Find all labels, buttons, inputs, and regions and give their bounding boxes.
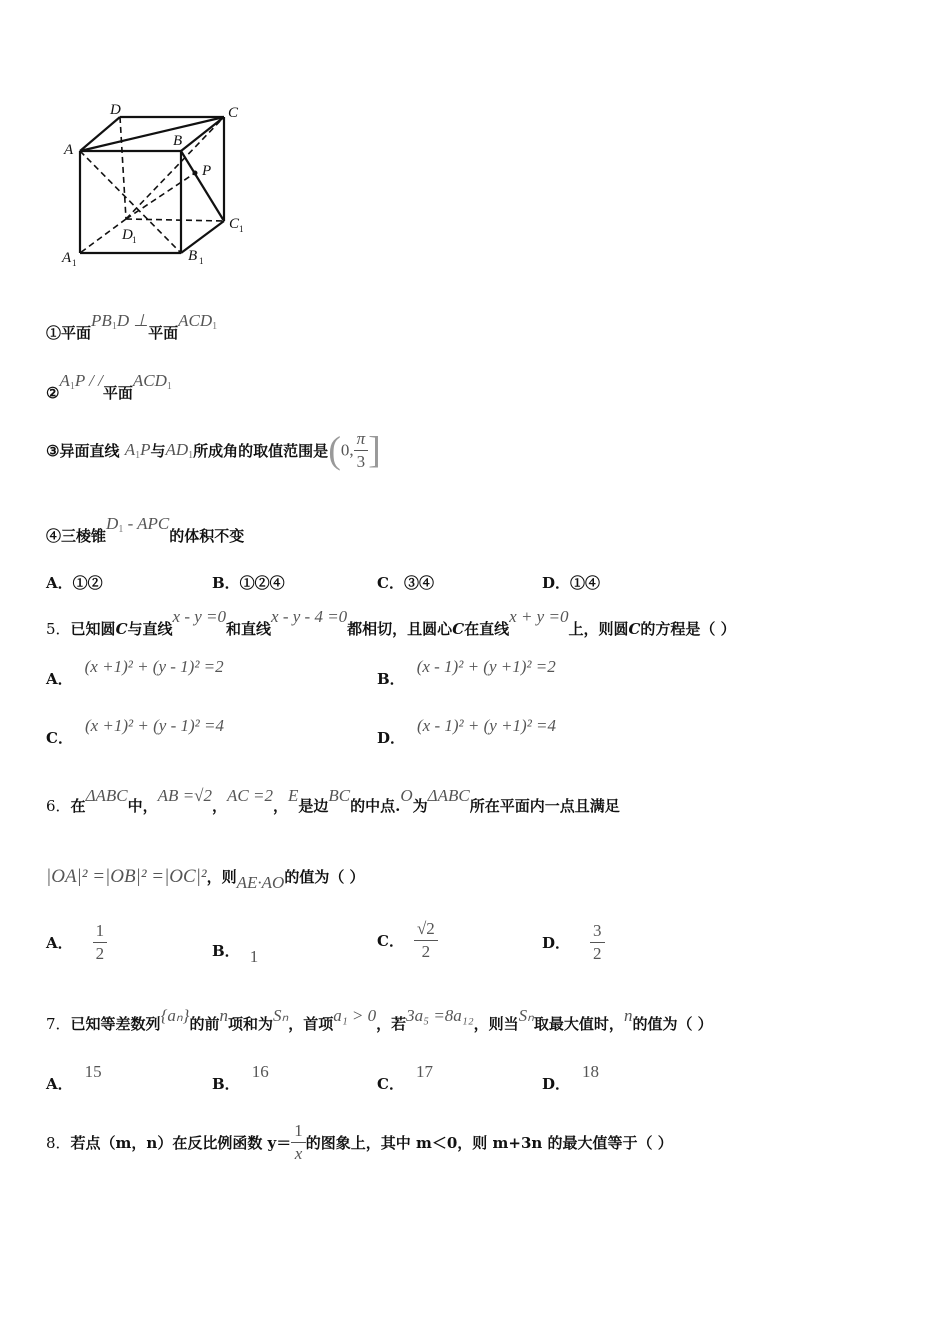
label-D1: D [122,227,133,243]
question-6: 6．在ΔABC中，AB =√2，AC =2，E是边BC的中点.O为ΔABC所在平面内一点且满足 [46,786,620,815]
label-C1: C [229,216,240,232]
q7-option-d[interactable]: D．18 [542,1062,600,1093]
svg-text:1: 1 [239,224,244,234]
label-C: C [228,105,239,121]
q4-option-c[interactable]: C．③④ [377,574,434,592]
q7-option-b[interactable]: B．16 [212,1062,269,1093]
question-7: 7．已知等差数列{aₙ}的前n项和为Sₙ，首项a₁ > 0，若3a₅ =8a₁₂，则当Sₙ取最大值时，n的值为（ ） [46,1006,713,1033]
q5-option-a[interactable]: A．(x +1)² + (y - 1)² =2 [46,657,224,688]
q5-option-b[interactable]: B．(x - 1)² + (y +1)² =2 [377,657,556,688]
q6-option-a[interactable]: A． $\frac{1}{2}$ [46,920,107,965]
statement-1: ①平面$PB_1D$ ⊥平面$ACD_1$ [46,311,218,342]
question-6-condition: |OA|² =|OB|² =|OC|²，则AE·AO的值为（ ） [46,866,365,892]
label-B: B [173,133,183,149]
svg-text:1: 1 [132,235,137,245]
label-P: P [202,163,212,179]
q6-option-c[interactable]: C． $\frac{√2}{2}$ [377,918,438,963]
q4-option-a[interactable]: A．①② [46,574,103,592]
statement-2: $②A_1P$ / /平面$ACD_1$ [46,371,172,402]
q4-option-b[interactable]: B．①②④ [212,574,285,592]
question-5: 5．已知圆C与直线x - y =0和直线x - y - 4 =0都相切，且圆心C在直线x + y =0上，则圆C的方程是（ ） [46,607,736,638]
q4-option-d[interactable]: D．①④ [542,574,601,592]
q7-option-a[interactable]: A．15 [46,1062,102,1093]
label-B1: B [188,248,198,264]
q7-option-c[interactable]: C．17 [377,1062,433,1093]
svg-text:1: 1 [199,256,204,266]
q5-option-d[interactable]: D．(x - 1)² + (y +1)² =4 [377,716,557,747]
svg-text:1: 1 [72,258,77,268]
q5-option-c[interactable]: C．(x +1)² + (y - 1)² =4 [46,716,224,747]
label-D: D [110,102,121,118]
question-8: 8．若点（m，n）在反比例函数 y＝ $\frac{1}{x}$ 的图象上，其中 m＜0，则 m+3n 的最大值等于（ ） [46,1121,673,1163]
label-A: A [64,142,74,158]
label-A1: A [62,250,72,266]
statement-4: ④三棱锥$D_1$ - APC的体积不变 [46,514,245,545]
q6-option-d[interactable]: D． $\frac{3}{2}$ [542,920,605,965]
statement-3: ③异面直线 $A_1P$与$AD_1$所成角的取值范围是(0, $\frac{\pi}{3}$ ] [46,429,381,472]
cube-figure [40,100,260,270]
q6-option-b[interactable]: B． 1 [212,942,259,966]
